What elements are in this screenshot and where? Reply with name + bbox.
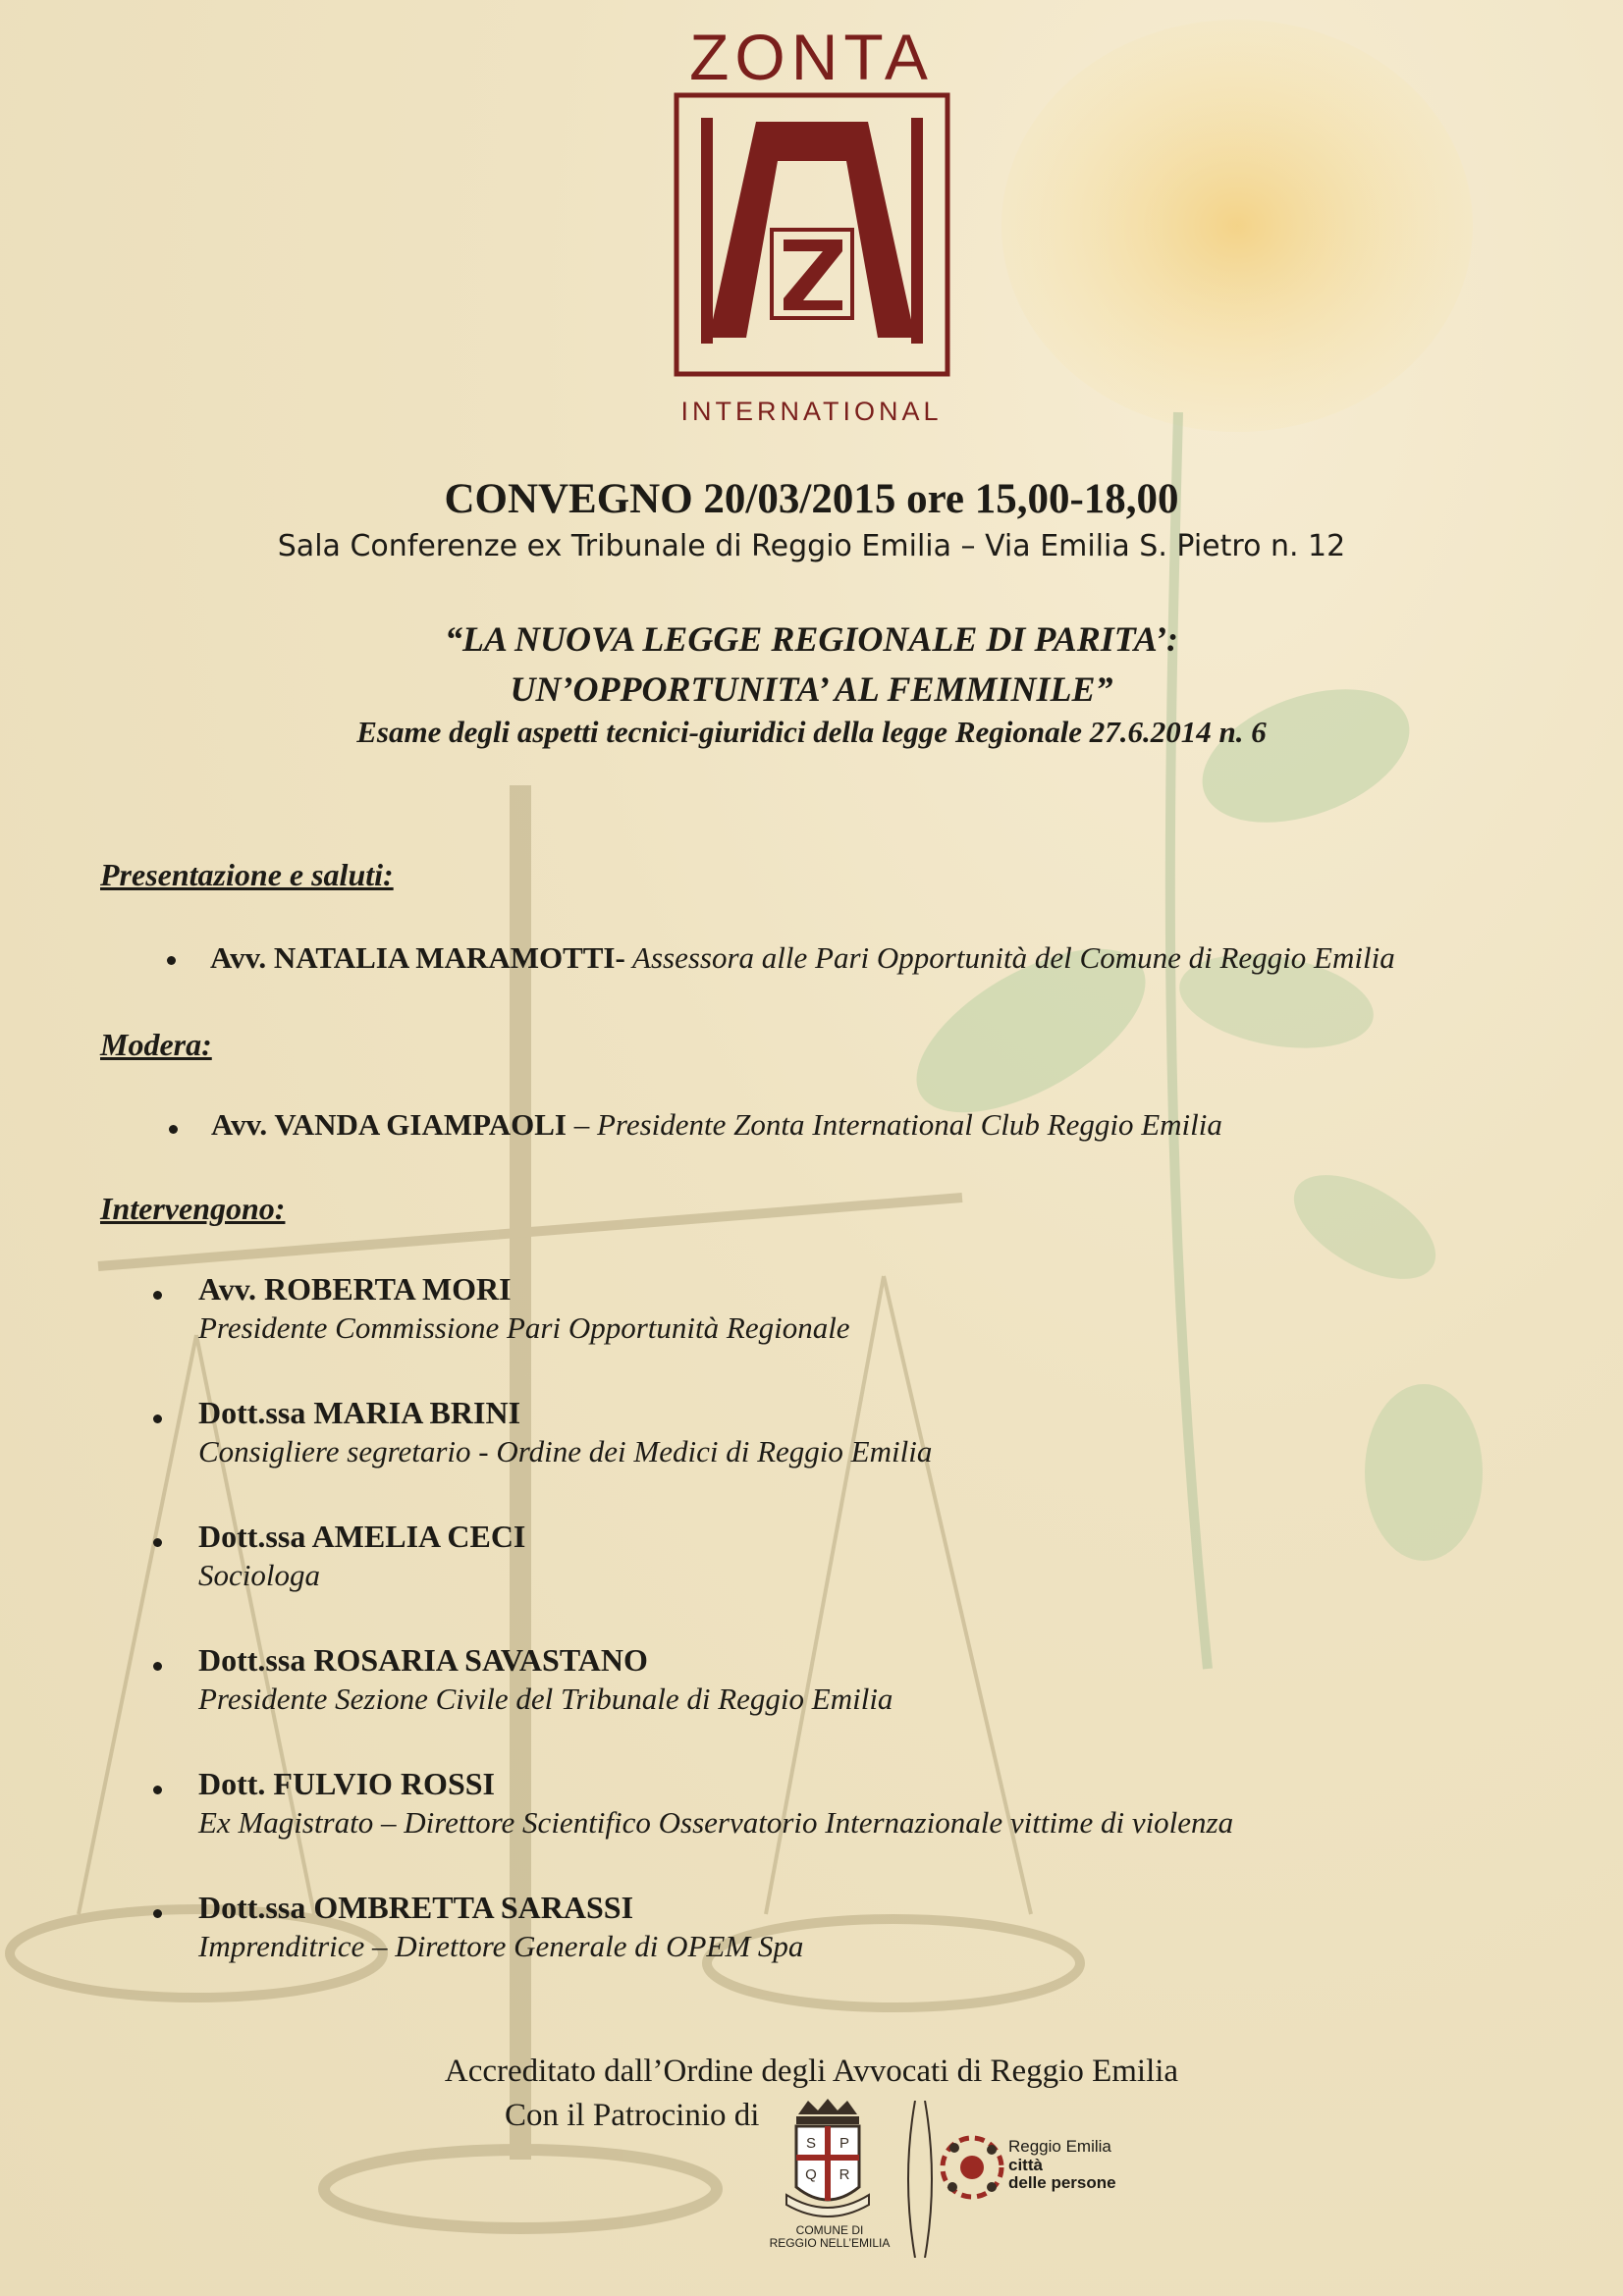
crest-letter: P [839,2135,850,2152]
list-item [198,1519,525,1593]
crest-letter: R [839,2166,850,2183]
speaker-name: Dott. FULVIO ROSSI [198,1766,495,1801]
speaker-role: Presidente Sezione Civile del Tribunale di Reggio Emilia [198,1682,893,1716]
list-item [211,1107,1222,1143]
theme-subtitle: Esame degli aspetti tecnici-giuridici della legge Regionale 27.6.2014 n. 6 [356,715,1267,749]
speaker-role: Assessora alle Pari Opportunità del Comune di Reggio Emilia [624,940,1395,975]
list-item [210,940,1395,976]
theme-line-1: “LA NUOVA LEGGE REGIONALE DI PARITA’: [444,619,1179,659]
list-item [198,1766,1233,1841]
comune-caption [756,2224,903,2250]
speaker-name: Avv. ROBERTA MORI [198,1271,512,1307]
event-title: CONVEGNO 20/03/2015 ore 15,00-18,00 [444,476,1179,522]
speaker-name: Dott.ssa AMELIA CECI [198,1519,526,1554]
section-modera: Modera: [100,1027,212,1062]
speaker-name: Dott.ssa OMBRETTA SARASSI [198,1890,634,1925]
list-item [198,1271,850,1346]
speaker-role: Sociologa [198,1558,320,1592]
bullet-icon [153,1538,162,1547]
zonta-emblem-icon [674,92,950,377]
bullet-icon [153,1786,162,1794]
citta-line1: Reggio Emilia [1008,2137,1111,2156]
patronage-text: Con il Patrocinio di [505,2098,760,2133]
citta-persone-text [1008,2137,1116,2192]
event-venue: Sala Conferenze ex Tribunale di Reggio Emilia – Via Emilia S. Pietro n. 12 [277,529,1346,563]
list-item [198,1890,803,1964]
bullet-icon [167,956,176,965]
speaker-role: Consigliere segretario - Ordine dei Medici di Reggio Emilia [198,1434,933,1468]
speaker-name: Avv. NATALIA MARAMOTTI- [210,940,625,975]
speaker-role: – Presidente Zonta International Club Reggio Emilia [567,1107,1222,1142]
bullet-icon [153,1291,162,1300]
comune-crest-icon [779,2097,877,2224]
speaker-role: Imprenditrice – Direttore Generale di OPEM Spa [198,1929,804,1963]
comune-caption-line1: COMUNE DI [795,2223,864,2237]
logo-divider [905,2101,935,2258]
speaker-role: Presidente Commissione Pari Opportunità Regionale [198,1310,850,1345]
list-item [198,1642,893,1717]
logo-subtitle: INTERNATIONAL [680,397,943,426]
logo-wordmark: ZONTA [689,21,934,93]
list-item [198,1395,932,1469]
speaker-role: Ex Magistrato – Direttore Scientifico Osservatorio Internazionale vittime di violenza [198,1805,1234,1840]
accreditation-text: Accreditato dall’Ordine degli Avvocati di Reggio Emilia [444,2054,1179,2089]
section-presentazione: Presentazione e saluti: [100,857,394,892]
comune-caption-line2: REGGIO NELL’EMILIA [769,2236,891,2250]
speaker-name: Dott.ssa MARIA BRINI [198,1395,521,1430]
citta-line2: città [1008,2156,1043,2174]
citta-line3: delle persone [1008,2173,1116,2192]
crest-letter: Q [805,2166,817,2183]
bullet-icon [169,1125,178,1134]
speaker-name: Avv. VANDA GIAMPAOLI [211,1107,567,1142]
bullet-icon [153,1662,162,1671]
speaker-name: Dott.ssa ROSARIA SAVASTANO [198,1642,648,1678]
citta-persone-logo-icon [933,2128,1011,2207]
theme-line-2: UN’OPPORTUNITA’ AL FEMMINILE” [510,669,1113,709]
bullet-icon [153,1909,162,1918]
crest-letter: S [805,2135,817,2152]
bullet-icon [153,1415,162,1423]
section-intervengono: Intervengono: [100,1191,286,1226]
